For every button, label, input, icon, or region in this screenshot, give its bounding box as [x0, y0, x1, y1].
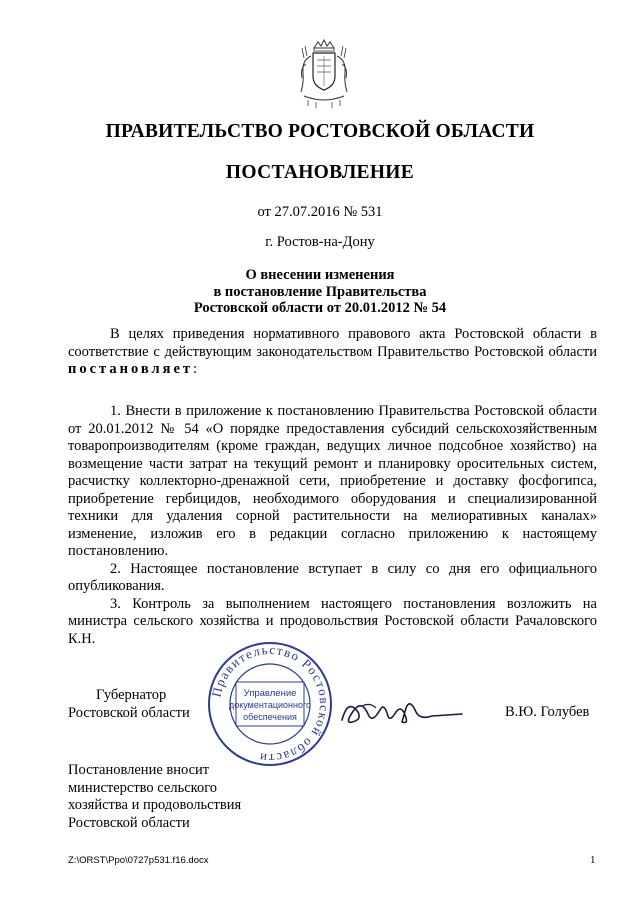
- signatory-position: [68, 686, 208, 722]
- page-number: 1: [590, 854, 596, 866]
- document-date-number: от 27.07.2016 № 531: [257, 204, 383, 220]
- signatory-position-line-1: Губернатор: [96, 687, 167, 703]
- handwritten-signature: [332, 690, 472, 732]
- subject-line-1: О внесении изменения: [245, 267, 395, 283]
- submitted-by-line-4: Ростовской области: [68, 814, 190, 831]
- document-subject: [0, 267, 640, 317]
- signatory-name: В.Ю. Голубев: [505, 704, 590, 720]
- preamble-colon: :: [193, 361, 198, 377]
- resolves-keyword: постановляет: [68, 361, 194, 377]
- submitted-by-line-1: Постановление вносит: [68, 762, 210, 778]
- subject-line-2: в постановление Правительства: [213, 283, 427, 300]
- document-type-title: ПОСТАНОВЛЕНИЕ: [225, 162, 415, 183]
- stamp-inner-line-1: Управление: [243, 688, 297, 699]
- document-city: г. Ростов-на-Дону: [265, 234, 375, 250]
- signatory-position-line-2: Ростовской области: [68, 705, 190, 721]
- stamp-inner-line-2: документационного: [228, 700, 312, 710]
- government-title: ПРАВИТЕЛЬСТВО РОСТОВСКОЙ ОБЛАСТИ: [105, 121, 535, 142]
- preamble-paragraph: [68, 326, 597, 379]
- submitted-by-note: [68, 762, 298, 832]
- submitted-by-line-3: хозяйства и продовольствия: [68, 797, 242, 813]
- resolution-item-1: 1. Внести в приложение к постановлению Правительства Ростовской области от 20.01.2012 № 54 «О порядке предоставления субсидий сельскохозяйственным товаропроизводителям (кроме граждан, ведущих личное подсобное хозяйство) на возмещение части затрат на текущий ремонт и планировку оросительных систем, расчистку коллекторно-дренажной сети, приобретение и доставку фосфогипса, приобретение гербицидов, необходимого оборудования и специализированной техники для удаления сорной растительности на мелиоративных каналах» изменение, изложив его в редакции согласно приложению к настоящему постановлению.: [68, 403, 597, 559]
- stamp-ring-text: Правительство Ростовской области: [208, 641, 333, 767]
- preamble-text: В целях приведения нормативного правового акта Ростовской области в соответствие с действующим законодательством Правительство Ростовской области: [68, 326, 597, 360]
- rostov-oblast-coat-of-arms-icon: [296, 38, 352, 110]
- resolution-item-3: 3. Контроль за выполнением настоящего постановления возложить на министра сельского хозяйства и продовольствия Ростовской области Рачаловского К.Н.: [68, 595, 597, 647]
- resolution-item-2: 2. Настоящее постановление вступает в силу со дня его официального опубликования.: [68, 560, 597, 594]
- subject-line-3: Ростовской области от 20.01.2012 № 54: [193, 300, 447, 316]
- resolution-items: [68, 403, 597, 648]
- submitted-by-line-2: министерство сельского: [68, 779, 218, 796]
- file-path: Z:\ORST\Ppo\0727p531.f16.docx: [68, 855, 209, 866]
- stamp-inner-line-3: обеспечения: [243, 712, 297, 722]
- official-stamp: [206, 640, 334, 768]
